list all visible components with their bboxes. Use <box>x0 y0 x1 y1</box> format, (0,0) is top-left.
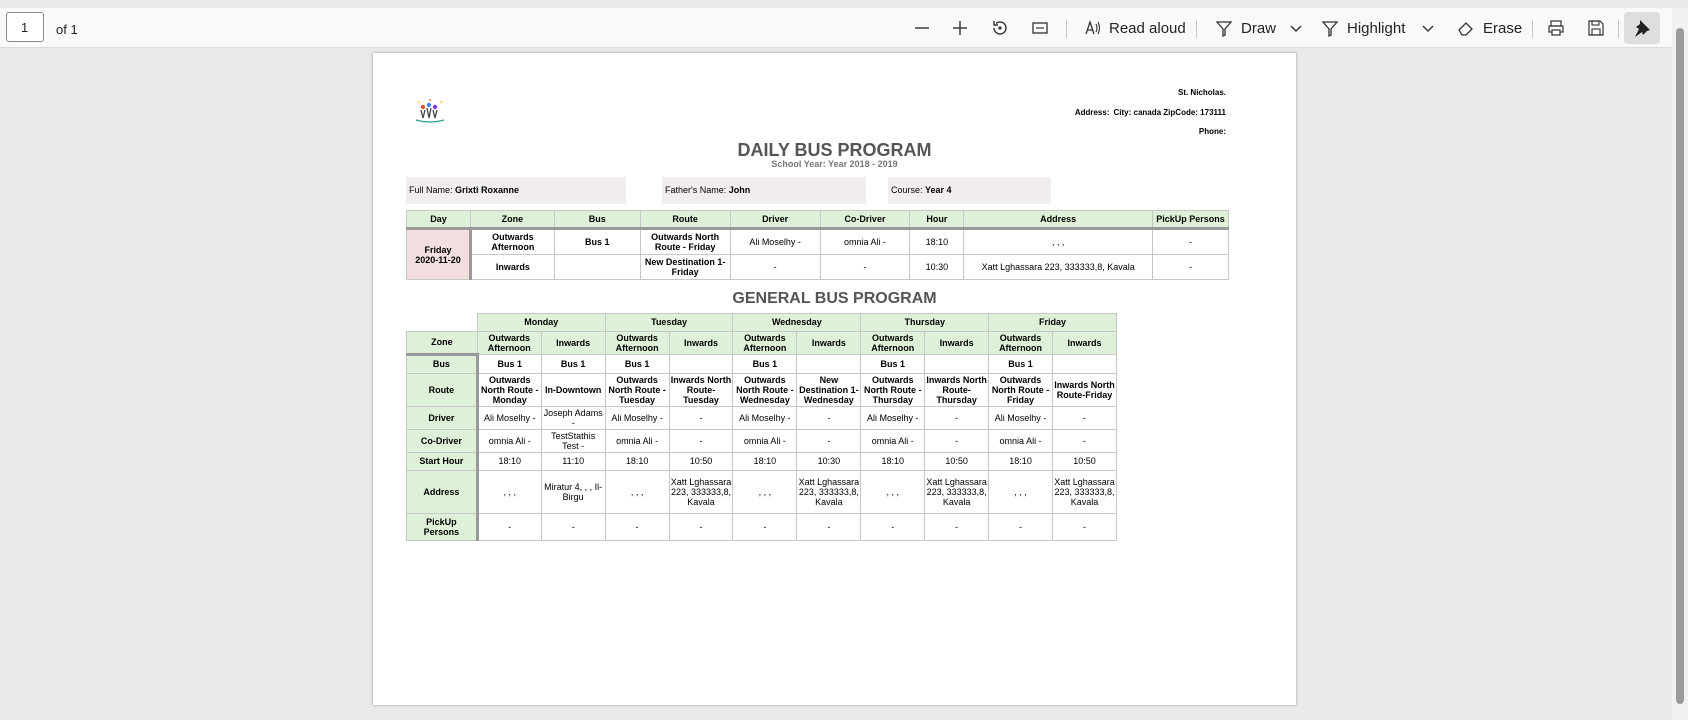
day-cell <box>407 229 471 280</box>
start-cell: 10:50 <box>669 452 733 470</box>
read-aloud-button[interactable] <box>1082 14 1186 42</box>
daily-program-title: DAILY BUS PROGRAM <box>737 140 932 160</box>
address-cell: , , , <box>605 470 669 513</box>
address-cell: Xatt Lghassara 223, 333333,8, Kavala <box>964 255 1153 280</box>
father-name-field <box>662 177 866 204</box>
address-cell: Xatt Lghassara 223, 333333,8, Kavala <box>925 470 989 513</box>
address-value: City: canada ZipCode: 173111 <box>1113 107 1226 117</box>
driver-cell: Joseph Adams - <box>541 406 605 429</box>
row-label-route: Route <box>407 373 478 406</box>
zone-cell: Outwards Afternoon <box>470 229 554 255</box>
day-header-friday: Friday <box>989 314 1117 332</box>
driver-cell: Ali Moselhy - <box>733 406 797 429</box>
day-name: Friday <box>424 244 452 255</box>
day-header-wednesday: Wednesday <box>733 314 861 332</box>
driver-cell: Ali Moselhy - <box>477 406 541 429</box>
rotate-button[interactable] <box>990 14 1010 42</box>
pickup-cell: - <box>1053 513 1117 540</box>
zone-cell: Outwards Afternoon <box>989 331 1053 354</box>
address-cell: Xatt Lghassara 223, 333333,8, Kavala <box>1053 470 1117 513</box>
row-label-pickup: PickUp Persons <box>407 513 478 540</box>
toolbar-separator <box>1196 20 1197 38</box>
row-label-address: Address <box>407 470 478 513</box>
bus-cell: Bus 1 <box>605 354 669 373</box>
address-cell: , , , <box>733 470 797 513</box>
day-date: 2020-11-20 <box>415 254 461 265</box>
driver-cell: Ali Moselhy - <box>989 406 1053 429</box>
zone-cell: Outwards Afternoon <box>477 331 541 354</box>
start-cell: 10:50 <box>1053 452 1117 470</box>
start-cell: 18:10 <box>733 452 797 470</box>
zoom-out-button[interactable] <box>912 14 932 42</box>
codriver-cell: - <box>925 429 989 452</box>
address-cell: , , , <box>989 470 1053 513</box>
zone-cell: Inwards <box>925 331 989 354</box>
pickup-cell: - <box>1153 229 1229 255</box>
read-aloud-label: Read aloud <box>1109 19 1186 37</box>
pin-toolbar-button[interactable] <box>1624 12 1660 44</box>
father-name-label: Father's Name: <box>665 185 727 195</box>
address-row <box>407 470 1117 513</box>
header-address: Address <box>964 211 1153 229</box>
zone-cell: Inwards <box>470 255 554 280</box>
toolbar-separator <box>1066 20 1067 38</box>
pickup-cell: - <box>605 513 669 540</box>
draw-label: Draw <box>1241 19 1277 37</box>
start-cell: 10:50 <box>925 452 989 470</box>
driver-cell: Ali Moselhy - <box>605 406 669 429</box>
general-bus-table <box>406 313 1117 541</box>
bus-cell: Bus 1 <box>733 354 797 373</box>
pickup-cell: - <box>669 513 733 540</box>
codriver-cell: TestStathis Test - <box>541 429 605 452</box>
school-phone: Phone: <box>1198 127 1226 136</box>
plus-icon <box>950 18 970 38</box>
highlight-options-dropdown[interactable] <box>1418 14 1438 42</box>
save-button[interactable] <box>1586 14 1606 42</box>
print-button[interactable] <box>1546 14 1566 42</box>
codriver-cell: - <box>669 429 733 452</box>
driver-row <box>407 406 1117 429</box>
chevron-down-icon <box>1418 18 1438 38</box>
start-cell: 18:10 <box>605 452 669 470</box>
bus-row <box>407 354 1117 373</box>
erase-button[interactable] <box>1456 14 1522 42</box>
start-cell: 10:30 <box>797 452 861 470</box>
pickup-cell: - <box>733 513 797 540</box>
scrollbar-thumb[interactable] <box>1676 28 1684 704</box>
address-cell: , , , <box>964 229 1153 255</box>
route-row <box>407 373 1117 406</box>
zone-row <box>407 331 1117 354</box>
address-cell: , , , <box>861 470 925 513</box>
header-zone: Zone <box>470 211 554 229</box>
course-field <box>888 177 1051 204</box>
zone-cell: Inwards <box>541 331 605 354</box>
table-row <box>407 255 1229 280</box>
school-year: School Year: Year 2018 - 2019 <box>771 159 898 169</box>
draw-options-dropdown[interactable] <box>1286 14 1306 42</box>
route-cell: Inwards North Route-Friday <box>1053 373 1117 406</box>
day-header-thursday: Thursday <box>861 314 989 332</box>
bus-cell: Bus 1 <box>554 229 640 255</box>
bus-cell <box>669 354 733 373</box>
start-cell: 18:10 <box>477 452 541 470</box>
page-count-label: of 1 <box>56 22 78 37</box>
pickup-row <box>407 513 1117 540</box>
hour-cell: 10:30 <box>910 255 964 280</box>
pickup-cell: - <box>1153 255 1229 280</box>
header-pickup: PickUp Persons <box>1153 211 1229 229</box>
pickup-cell: - <box>989 513 1053 540</box>
header-driver: Driver <box>730 211 820 229</box>
driver-cell: - <box>797 406 861 429</box>
codriver-row <box>407 429 1117 452</box>
eraser-icon <box>1456 18 1476 38</box>
day-header-monday: Monday <box>477 314 605 332</box>
school-logo-icon <box>414 98 446 124</box>
route-cell: Inwards North Route- Tuesday <box>670 374 732 405</box>
row-label-driver: Driver <box>407 406 478 429</box>
school-name: St. Nicholas. <box>1177 88 1226 97</box>
start-cell: 11:10 <box>541 452 605 470</box>
hour-cell: 18:10 <box>910 229 964 255</box>
bus-cell: Bus 1 <box>861 354 925 373</box>
daily-bus-table <box>406 210 1229 280</box>
full-name-field <box>406 177 626 204</box>
pickup-cell: - <box>925 513 989 540</box>
route-cell: Outwards North Route - Friday <box>989 373 1053 406</box>
highlight-button[interactable] <box>1320 14 1405 42</box>
codriver-cell: omnia Ali - <box>989 429 1053 452</box>
day-header-tuesday: Tuesday <box>605 314 733 332</box>
bus-cell <box>1053 354 1117 373</box>
father-name-value: John <box>728 185 751 195</box>
codriver-cell: - <box>797 429 861 452</box>
read-aloud-icon <box>1082 18 1102 38</box>
pickup-cell: - <box>861 513 925 540</box>
bus-cell <box>925 354 989 373</box>
route-cell: Inwards North Route- Thursday <box>926 374 987 405</box>
codriver-cell: omnia Ali - <box>733 429 797 452</box>
start-cell: 18:10 <box>989 452 1053 470</box>
table-row <box>407 229 1229 255</box>
draw-button[interactable] <box>1214 14 1276 42</box>
route-cell: Outwards North Route - Thursday <box>861 373 925 406</box>
driver-cell: Ali Moselhy - <box>730 229 820 255</box>
chevron-down-icon <box>1286 18 1306 38</box>
codriver-cell: - <box>820 255 910 280</box>
header-route: Route <box>640 211 730 229</box>
row-label-codriver: Co-Driver <box>407 429 478 452</box>
general-program-title: GENERAL BUS PROGRAM <box>732 290 937 307</box>
driver-cell: - <box>730 255 820 280</box>
codriver-cell: omnia Ali - <box>477 429 541 452</box>
row-label-start: Start Hour <box>407 452 478 470</box>
header-codriver: Co-Driver <box>820 211 910 229</box>
codriver-cell: omnia Ali - <box>861 429 925 452</box>
codriver-cell: omnia Ali - <box>820 229 910 255</box>
address-cell: Xatt Lghassara 223, 333333,8, Kavala <box>797 470 861 513</box>
save-disk-icon <box>1586 18 1606 38</box>
route-cell: New Destination 1- Friday <box>640 255 730 280</box>
erase-label: Erase <box>1483 19 1523 37</box>
pickup-cell: - <box>477 513 541 540</box>
start-hour-row <box>407 452 1117 470</box>
page-number-input[interactable] <box>6 12 44 42</box>
header-bus: Bus <box>554 211 640 229</box>
row-label-bus: Bus <box>407 354 478 373</box>
highlight-label: Highlight <box>1347 19 1406 37</box>
address-cell: , , , <box>477 470 541 513</box>
bus-cell: Bus 1 <box>989 354 1053 373</box>
zone-cell: Outwards Afternoon <box>605 331 669 354</box>
driver-cell: - <box>925 406 989 429</box>
header-hour: Hour <box>910 211 964 229</box>
route-cell: Outwards North Route - Wednesday <box>733 373 797 406</box>
zoom-in-button[interactable] <box>950 14 970 42</box>
route-cell: Outwards North Route - Tuesday <box>605 373 669 406</box>
pdf-toolbar <box>0 8 1688 48</box>
fit-page-button[interactable] <box>1030 14 1050 42</box>
fit-width-icon <box>1030 18 1050 38</box>
printer-icon <box>1546 18 1566 38</box>
bus-cell: Bus 1 <box>477 354 541 373</box>
course-label: Course: <box>891 185 923 195</box>
address-cell: Miratur 4, , , Il-Birgu <box>541 470 605 513</box>
driver-cell: - <box>1053 406 1117 429</box>
route-cell: Outwards North Route - Monday <box>477 373 541 406</box>
address-label: Address: <box>1074 107 1110 117</box>
bus-cell <box>797 354 861 373</box>
address-cell: Xatt Lghassara 223, 333333,8, Kavala <box>669 470 733 513</box>
full-name-label: Full Name: <box>409 185 453 195</box>
blank-corner-cell <box>407 314 478 332</box>
zone-cell: Outwards Afternoon <box>861 331 925 354</box>
route-cell: Outwards North Route - Friday <box>640 229 730 255</box>
codriver-cell: - <box>1053 429 1117 452</box>
zone-cell: Outwards Afternoon <box>733 331 797 354</box>
pin-icon <box>1632 18 1652 38</box>
pickup-cell: - <box>797 513 861 540</box>
school-info <box>1075 83 1226 142</box>
bus-cell <box>554 255 640 280</box>
full-name-value: Grixti Roxanne <box>455 185 520 195</box>
zone-cell: Inwards <box>1053 331 1117 354</box>
rotate-icon <box>990 18 1010 38</box>
pdf-page <box>373 53 1296 705</box>
route-cell: New Destination 1- Wednesday <box>797 373 861 406</box>
highlighter-icon <box>1320 18 1340 38</box>
start-cell: 18:10 <box>861 452 925 470</box>
school-address <box>1075 103 1226 123</box>
zone-cell: Inwards <box>669 331 733 354</box>
bus-cell: Bus 1 <box>541 354 605 373</box>
zone-cell: Inwards <box>797 331 861 354</box>
minus-icon <box>912 18 932 38</box>
pickup-cell: - <box>541 513 605 540</box>
row-label-zone: Zone <box>407 331 478 354</box>
toolbar-separator <box>1618 20 1619 38</box>
codriver-cell: omnia Ali - <box>605 429 669 452</box>
driver-cell: - <box>669 406 733 429</box>
driver-cell: Ali Moselhy - <box>861 406 925 429</box>
course-value: Year 4 <box>925 185 952 195</box>
header-day: Day <box>407 211 471 229</box>
toolbar-separator <box>1532 20 1533 38</box>
draw-pen-icon <box>1214 18 1234 38</box>
route-cell: In-Downtown <box>541 373 605 406</box>
